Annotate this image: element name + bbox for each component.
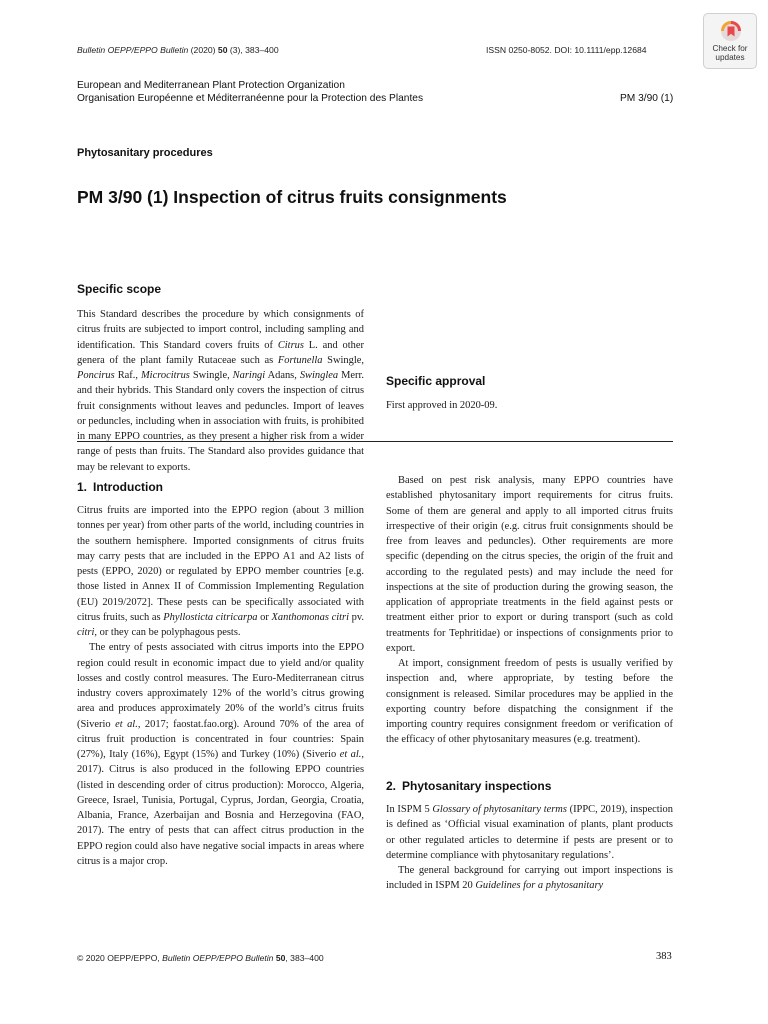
copyright-footer: © 2020 OEPP/EPPO, Bulletin OEPP/EPPO Bulletin 50, 383–400 (77, 953, 324, 963)
import-requirements-text (386, 473, 673, 748)
issn-doi: ISSN 0250-8052. DOI: 10.1111/epp.12684 (486, 45, 647, 55)
badge-line1: Check for (712, 44, 748, 53)
organization-name-en: European and Mediterranean Plant Protection Organization (77, 80, 345, 91)
specific-approval-heading: Specific approval (386, 374, 486, 388)
page-number: 383 (656, 951, 672, 962)
journal-name: Bulletin OEPP/EPPO Bulletin (77, 45, 189, 55)
inspections-text: In ISPM 5 Glossary of phytosanitary terms (IPPC, 2019), inspection is defined as ‘Official visual examination of plants, plant products or other regulated articles to determine if pests are present or to determine compliance with phytosanitary regulations’. The general background for carrying out import inspections is included in ISPM 20 Guidelines for a phytosanitary (386, 804, 673, 892)
pest-risk-paragraph: Based on pest risk analysis, many EPPO countries have established phytosanitary import requirements for citrus fruits. Some of them are general and apply to all imported citrus fruits irrespective of their origin (e.g. citrus fruit consignments should be free from leaves and peduncles). Other requirements are more specific (depending on the citrus species, the origin of the fruit and according to the regulated pests) and may include the need for inspections at the site of production during the growing season, the application of appropriate treatments in the field against pests or treatment either prior to export or during transport (such as cold treatments for Tephritidae) or inspections of consignments prior to export. (386, 475, 673, 654)
specific-approval-text: First approved in 2020-09. (386, 400, 498, 411)
bookmark-update-icon (720, 20, 742, 42)
badge-line2: updates (715, 53, 745, 62)
specific-scope-heading: Specific scope (77, 282, 162, 296)
import-verification-paragraph: At import, consignment freedom of pests is usually verified by inspection and, where appropriate, by testing before the consignment is released. Similar procedures may be applied in the exporting country before dispatching the consignment if the importing country requires consignment freedom or verification of the efficacy of other phytosanitary measures (e.g. treatment). (386, 658, 673, 746)
standard-code: PM 3/90 (1) (620, 92, 674, 104)
specific-scope-text: This Standard describes the procedure by which consignments of citrus fruits are subjected to import control, including sampling and identification. This Standard covers fruits of Citrus L. and other genera of the plant family Rutaceae such as Fortunella Swingle, Poncirus Raf., Microcitrus Swingle, Naringi Adans, Swinglea Merr. and their hybrids. This Standard only covers the inspection of citrus fruit consignments without leaves and peduncles. Import of leaves or peduncles, including when in association with fruits, is prohibited in many EPPO countries, as they present a higher risk from a wider range of pests than fruits. The Standard also provides guidance that may be relevant to exports. (77, 309, 364, 473)
section-label: Phytosanitary procedures (77, 147, 213, 159)
section-divider (77, 441, 673, 442)
inspections-heading: 2. Phytosanitary inspections (386, 779, 552, 793)
journal-citation: Bulletin OEPP/EPPO Bulletin (2020) 50 (3), 383–400 (77, 45, 279, 55)
introduction-heading: 1. Introduction (77, 480, 163, 494)
check-for-updates-badge[interactable] (703, 13, 757, 69)
page-title: PM 3/90 (1) Inspection of citrus fruits consignments (77, 187, 507, 207)
organization-name-fr: Organisation Européenne et Méditerranéenne pour la Protection des Plantes (77, 92, 424, 104)
introduction-text: Citrus fruits are imported into the EPPO region (about 3 million tonnes per year) from other parts of the world, including countries in the southern hemisphere. Imported consignments of citrus fruits may carry pests that are included in the EPPO A1 and A2 lists of pests (EPPO, 2020) or regulated by EPPO member countries [e.g. those listed in Annex II of Commission Implementing Regulation (EU) 2019/2072]. These pests can be specifically associated with citrus fruits, such as Phyllosticta citricarpa or Xanthomonas citri pv. citri, or they can be polyphagous pests. The entry of pests associated with citrus imports into the EPPO region could result in economic impact due to yield and/or quality losses and costly control measures. The Euro-Mediterranean citrus industry covers approximately 12% of the world’s citrus growing area and produces approximately 20% of the world’s citrus fruits (Siverio et al., 2017; faostat.fao.org). Around 70% of the area of citrus fruit production is concentrated in four countries: Spain (27%), Italy (16%), Egypt (15%) and Turkey (10%) (Siverio et al., 2017). Citrus is also produced in the following EPPO countries (listed in descending order of citrus production): Morocco, Algeria, Greece, Israel, Tunisia, Portugal, Cyprus, Jordan, Georgia, Croatia, Albania, France, Azerbaijan and Bosnia and Herzegovina (FAO, 2017). The entry of pests that can affect citrus production in the EPPO region could also have negative social impacts in areas where citrus is a major crop. (77, 505, 364, 867)
organization-name (77, 80, 597, 105)
journal-volume: 50 (217, 45, 228, 55)
